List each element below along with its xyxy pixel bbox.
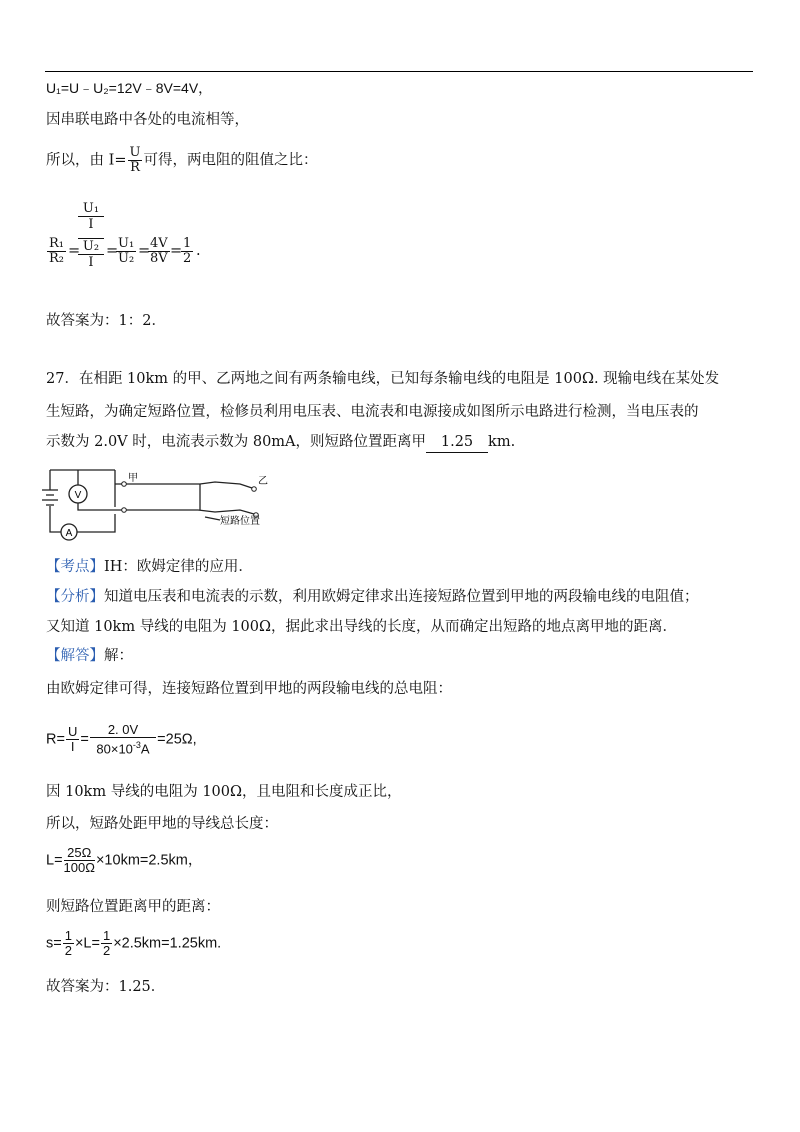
circuit-diagram (40, 462, 290, 542)
solution-step-3: 所以，短路处距甲地的导线总长度： (46, 816, 278, 832)
fenxi-line-1: 【分析】知道电压表和电流表的示数，利用欧姆定律求出连接短路位置到甲地的两段输电线的电阻值； (46, 589, 699, 605)
question-line-2: 生短路，为确定短路位置，检修员利用电压表、电流表和电源接成如图所示电路进行检测，当电压表的 (46, 404, 699, 420)
distance-formula: s= $\frac{1}{2}$ ×L= $\frac{1}{2}$ ×2.5km=1.25km. (46, 928, 222, 958)
jieda-line: 【解答】解： (46, 648, 133, 664)
final-answer: 故答案为：1.25． (46, 979, 166, 995)
label-jia: 甲 (128, 473, 138, 484)
header-rule (45, 71, 753, 72)
ammeter-label: A (65, 528, 73, 539)
fenxi-tag: 【分析】 (46, 589, 104, 605)
solution-step-2: 因 10km 导线的电阻为 100Ω，且电阻和长度成正比， (46, 784, 402, 800)
ohms-law-statement: 所以，由 I= $\frac{U}{R}$ 可得，两电阻的阻值之比： (46, 145, 318, 175)
question-number: 27． (46, 371, 79, 387)
length-formula: L= $\frac{25\Omega}{100\Omega}$ ×10km=2.5km， (46, 845, 203, 875)
answer-ratio: 故答案为：1：2． (46, 313, 166, 329)
resistance-formula: R= $\frac{U}{I}$ = $\frac{2. 0V}{80\times 10^{-3}A}$ =25Ω, (46, 722, 197, 757)
label-yi: 乙 (258, 476, 268, 487)
solution-step-4: 则短路位置距离甲的距离： (46, 899, 220, 915)
voltage-equation: U₁=U﹣U₂=12V﹣8V=4V， (46, 80, 213, 96)
kaodian-line: 【考点】IH：欧姆定律的应用． (46, 559, 253, 575)
jieda-tag: 【解答】 (46, 648, 104, 664)
voltmeter-label: V (74, 490, 82, 501)
question-line-1: 27．在相距 10km 的甲、乙两地之间有两条输电线，已知每条输电线的电阻是 100Ω. 现输电线在某处发 (46, 371, 720, 387)
solution-step-1: 由欧姆定律可得，连接短路位置到甲地的两段输电线的总电阻： (46, 681, 452, 697)
series-current-statement: 因串联电路中各处的电流相等， (46, 112, 249, 128)
question-line-3: 示数为 2.0V 时，电流表示数为 80mA，则短路位置距离甲 1.25 km. (46, 432, 515, 453)
kaodian-tag: 【考点】 (46, 559, 104, 575)
label-short-position: 短路位置 (220, 516, 260, 527)
answer-blank: 1.25 (426, 432, 488, 453)
fenxi-line-2: 又知道 10km 导线的电阻为 100Ω，据此求出导线的长度，从而确定出短路的地点离甲地的距离． (46, 619, 678, 635)
